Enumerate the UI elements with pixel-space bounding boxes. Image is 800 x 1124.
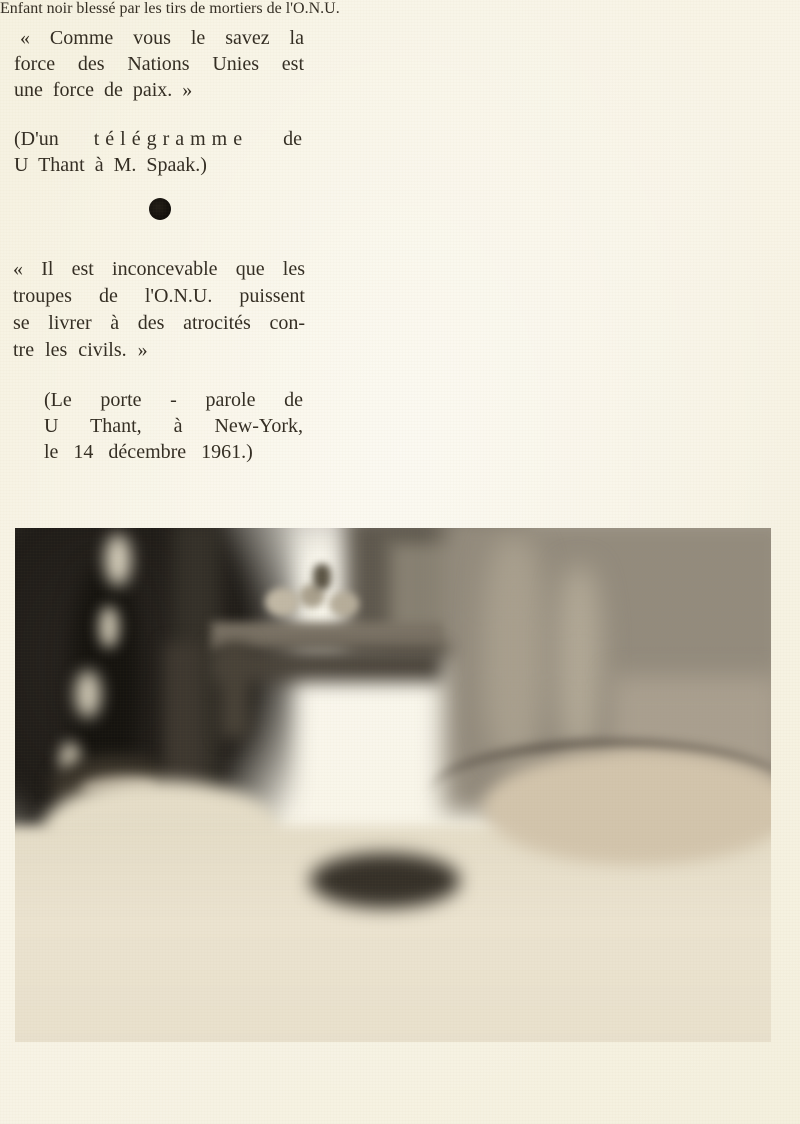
text-line: tre les civils. » [13,339,148,361]
photo-shape-lamp-highlight [105,534,131,586]
text-line: se livrer à des atrocités con- [13,312,305,334]
attribution-spokesman [44,387,303,465]
text-line: troupes de l'O.N.U. puissent [13,285,305,307]
text-line: le 14 décembre 1961.) [44,441,253,463]
photo-shape-cup [313,564,331,590]
photo-shape-head [263,690,518,885]
photo-shape-table-leg [165,643,201,793]
photo-shape-table-leg [220,643,250,738]
quote-paragraph-2 [13,256,305,364]
text-line: une force de paix. » [14,79,193,101]
text-line: « Comme vous le savez la [20,27,304,49]
text-line: force des Nations Unies est [14,53,304,75]
photo-shape-wall-streak [483,536,545,761]
quote-paragraph-1 [14,25,304,103]
photo-shape-lamp-highlight [75,670,101,718]
photo-caption: Enfant noir blessé par les tirs de mortiers de l'O.N.U. [0,0,340,17]
section-separator-dot [149,198,171,220]
attribution-suffix: de [283,128,303,150]
text-line: (Le porte - parole de [44,389,303,411]
photo-shape-wall-streak [557,566,601,751]
photo-shape-cup [265,588,299,616]
attribution-telegram [14,126,302,178]
text-line: U Thant, à New-York, [44,415,303,437]
halftone-photograph [15,528,771,1042]
photo-shape-lamp-highlight [99,606,119,648]
attribution-prefix: (D'un [14,128,59,150]
text-line [14,126,302,152]
attribution-emphasized-word: télégramme [93,128,249,150]
text-line: « Il est inconcevable que les [13,258,305,280]
text-line: U Thant à M. Spaak.) [14,154,207,176]
photo-shape-cup [329,592,359,616]
